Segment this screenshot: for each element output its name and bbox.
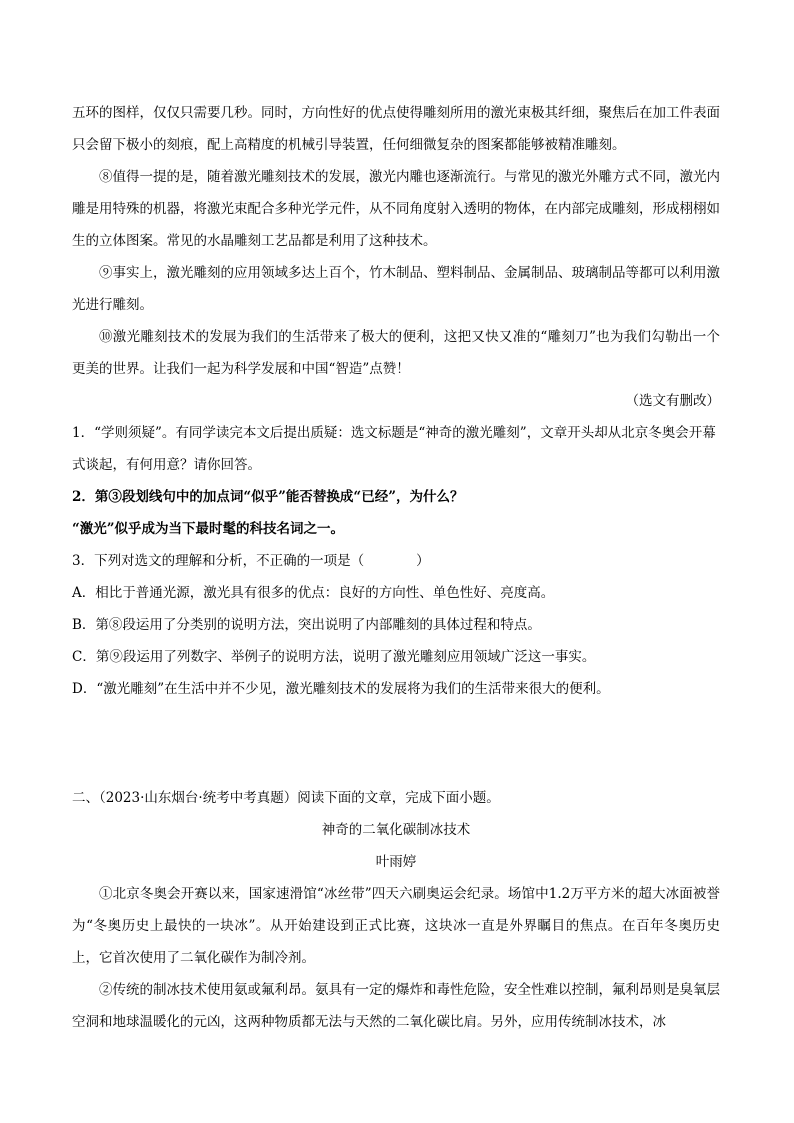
article-title: 神奇的二氧化碳制冰技术 bbox=[321, 822, 471, 838]
question-2: 2．第③段划线句中的加点词“似乎”能否替换成“已经”，为什么？ bbox=[72, 489, 464, 505]
question-3-stem bbox=[72, 545, 720, 577]
paragraph-continued: 五环的图样，仅仅只需要几秒。同时，方向性好的优点使得雕刻所用的激光束极其纤细，聚焦后在加工件表面只会留下极小的刻痕，配上高精度的机械引导装置，任何细微复杂的图案都能够被精准雕刻。 bbox=[72, 105, 720, 153]
option-c: C．第⑨段运用了列数字、举例子的说明方法，说明了激光雕刻应用领域广泛这一事实。 bbox=[72, 649, 596, 665]
question-3-close: ） bbox=[416, 553, 430, 569]
article-paragraph-2: ②传统的制冰技术使用氨或氟利昂。氨具有一定的爆炸和毒性危险，安全性难以控制，氟利昂则是臭氧层空洞和地球温暖化的元凶，这两种物质都无法与天然的二氧化碳比肩。另外，应用传统制冰技术，冰 bbox=[72, 982, 720, 1030]
option-a: A．相比于普通光源，激光具有很多的优点：良好的方向性、单色性好、亮度高。 bbox=[72, 585, 555, 601]
paragraph-10: ⑩激光雕刻技术的发展为我们的生活带来了极大的便利，这把又快又准的“雕刻刀”也为我们勾勒出一个更美的世界。让我们一起为科学发展和中国“智造”点赞！ bbox=[72, 329, 720, 377]
article-author: 叶雨婷 bbox=[375, 854, 417, 870]
question-2-sentence: “激光”似乎成为当下最时髦的科技名词之一。 bbox=[72, 521, 345, 537]
section-2-heading: 二、（2023·山东烟台·统考中考真题）阅读下面的文章，完成下面小题。 bbox=[72, 790, 500, 806]
article-paragraph-1: ①北京冬奥会开赛以来，国家速滑馆“冰丝带”四天六刷奥运会纪录。场馆中1.2万平方米的超大冰面被誉为“冬奥历史上最快的一块冰”。从开始建设到正式比赛，这块冰一直是外界瞩目的焦点。在百年冬奥历史上，它首次使用了二氧化碳作为制冷剂。 bbox=[72, 886, 720, 966]
question-1: 1．“学则须疑”。有同学读完本文后提出质疑：选文标题是“神奇的激光雕刻”，文章开头却从北京冬奥会开幕式谈起，有何用意？请你回答。 bbox=[72, 425, 716, 473]
option-d: D．“激光雕刻”在生活中并不少见，激光雕刻技术的发展将为我们的生活带来很大的便利。 bbox=[72, 681, 610, 697]
paragraph-8: ⑧值得一提的是，随着激光雕刻技术的发展，激光内雕也逐渐流行。与常见的激光外雕方式不同，激光内雕是用特殊的机器，将激光束配合多种光学元件，从不同角度射入透明的物体，在内部完成雕刻，形成栩栩如生的立体图案。常见的水晶雕刻工艺品都是利用了这种技术。 bbox=[72, 169, 720, 249]
paragraph-9: ⑨事实上，激光雕刻的应用领域多达上百个，竹木制品、塑料制品、金属制品、玻璃制品等都可以利用激光进行雕刻。 bbox=[72, 265, 720, 313]
option-b: B．第⑧段运用了分类别的说明方法，突出说明了内部雕刻的具体过程和特点。 bbox=[72, 617, 541, 633]
revision-note: （选文有删改） bbox=[625, 393, 720, 409]
question-3-text: 3．下列对选文的理解和分析，不正确的一项是（ bbox=[72, 553, 365, 569]
